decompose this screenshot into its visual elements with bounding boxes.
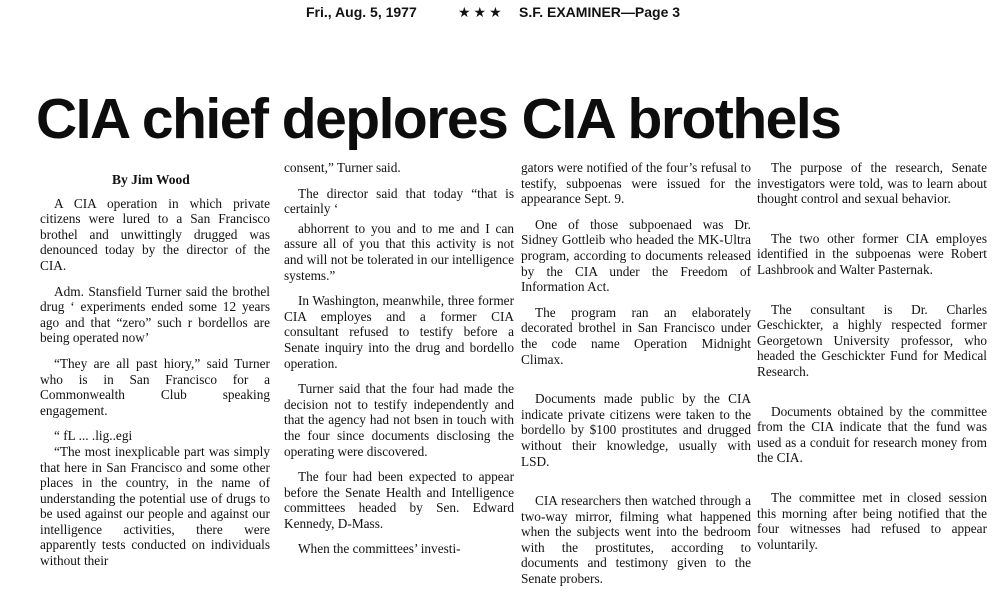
paragraph: Turner said that the four had made the decision not to testify independently and that the agency had not bsen in touch with the four since documents disclosing the operating were discovered. [284,381,514,459]
paragraph: Documents obtained by the committee from the CIA indicate that the fund was used as a conduit for research money from the CIA. [757,403,987,466]
paragraph: In Washington, meanwhile, three former CIA employes and a former CIA consultant refused to testify before a Senate inquiry into the drug and bordello operation. [284,293,514,371]
paragraph: The purpose of the research, Senate investigators were told, was to learn about thought control and sexual behavior. [757,160,987,207]
paragraph: abhorrent to you and to me and I can assure all of you that this activity is not and will not be tolerated in our intelligence systems.” [284,220,514,283]
paragraph: The consultant is Dr. Charles Geschickter, a highly respected former Georgetown University professor, who headed the Geschickter Fund for Medical Research. [757,301,987,379]
article-column-3 [521,160,751,597]
paragraph: A CIA operation in which private citizens were lured to a San Francisco brothel and unwittingly drugged was denounced today by the director of the CIA. [40,195,270,273]
article-column-1 [40,160,270,579]
paragraph: gators were notified of the four’s refusal to testify, subpoenas were issued for the appearance Sept. 9. [521,160,751,207]
paragraph: The four had been expected to appear before the Senate Health and Intelligence committees headed by Sen. Edward Kennedy, D-Mass. [284,469,514,531]
paragraph: The committee met in closed session this morning after being notified that the four witnesses had refused to appear voluntarily. [757,489,987,552]
paragraph: “ fL ... .lig..egi [54,428,133,444]
paragraph: The two other former CIA employes identified in the subpoenas were Robert Lashbrook and Walter Pasternak. [757,230,987,277]
paragraph: When the committees’ investi- [298,541,461,557]
article-column-4 [757,160,987,562]
paragraph: consent,” Turner said. [284,160,401,175]
paragraph: Adm. Stansfield Turner said the brothel drug ‘ experiments ended some 12 years ago and that “zero” such r bordellos are being operated now’ [40,283,270,346]
paragraph: CIA researchers then watched through a two-way mirror, filming what happened when the subjects went into the bedroom with the prostitutes, according to documents and testimony given to the Senate probers. [521,493,751,587]
headline: CIA chief deplores CIA brothels [36,87,841,151]
article-column-2 [284,160,514,567]
paragraph: “The most inexplicable part was simply that here in San Francisco and some other places in the country, in the name of understanding the potential use of drugs to be used against our people and against our intelligence activities, there were apparently tests conducted on individuals without their [40,443,270,569]
paragraph: “They are all past hiory,” said Turner who is in San Francisco for a Commonwealth Club speaking engagement. [40,355,270,418]
paragraph: Documents made public by the CIA indicate private citizens were taken to the bordello by $100 prostitutes and drugged without their knowledge, usually with LSD. [521,391,751,469]
masthead [0,2,996,24]
paragraph: The director said that today “that is certainly ‘ [284,185,514,217]
paragraph: The program ran an elaborately decorated brothel in San Francisco under the code name Operation Midnight Climax. [521,304,751,367]
byline: By Jim Wood [112,172,190,187]
edition-stars-icon: ★★★ [458,4,505,20]
masthead-date: Fri., Aug. 5, 1977 [306,4,417,20]
paragraph: One of those subpoenaed was Dr. Sidney Gottleib who headed the MK-Ultra program, according to documents released by the CIA under the Freedom of Information Act. [521,216,751,295]
masthead-paper-page: S.F. EXAMINER—Page 3 [519,4,681,20]
